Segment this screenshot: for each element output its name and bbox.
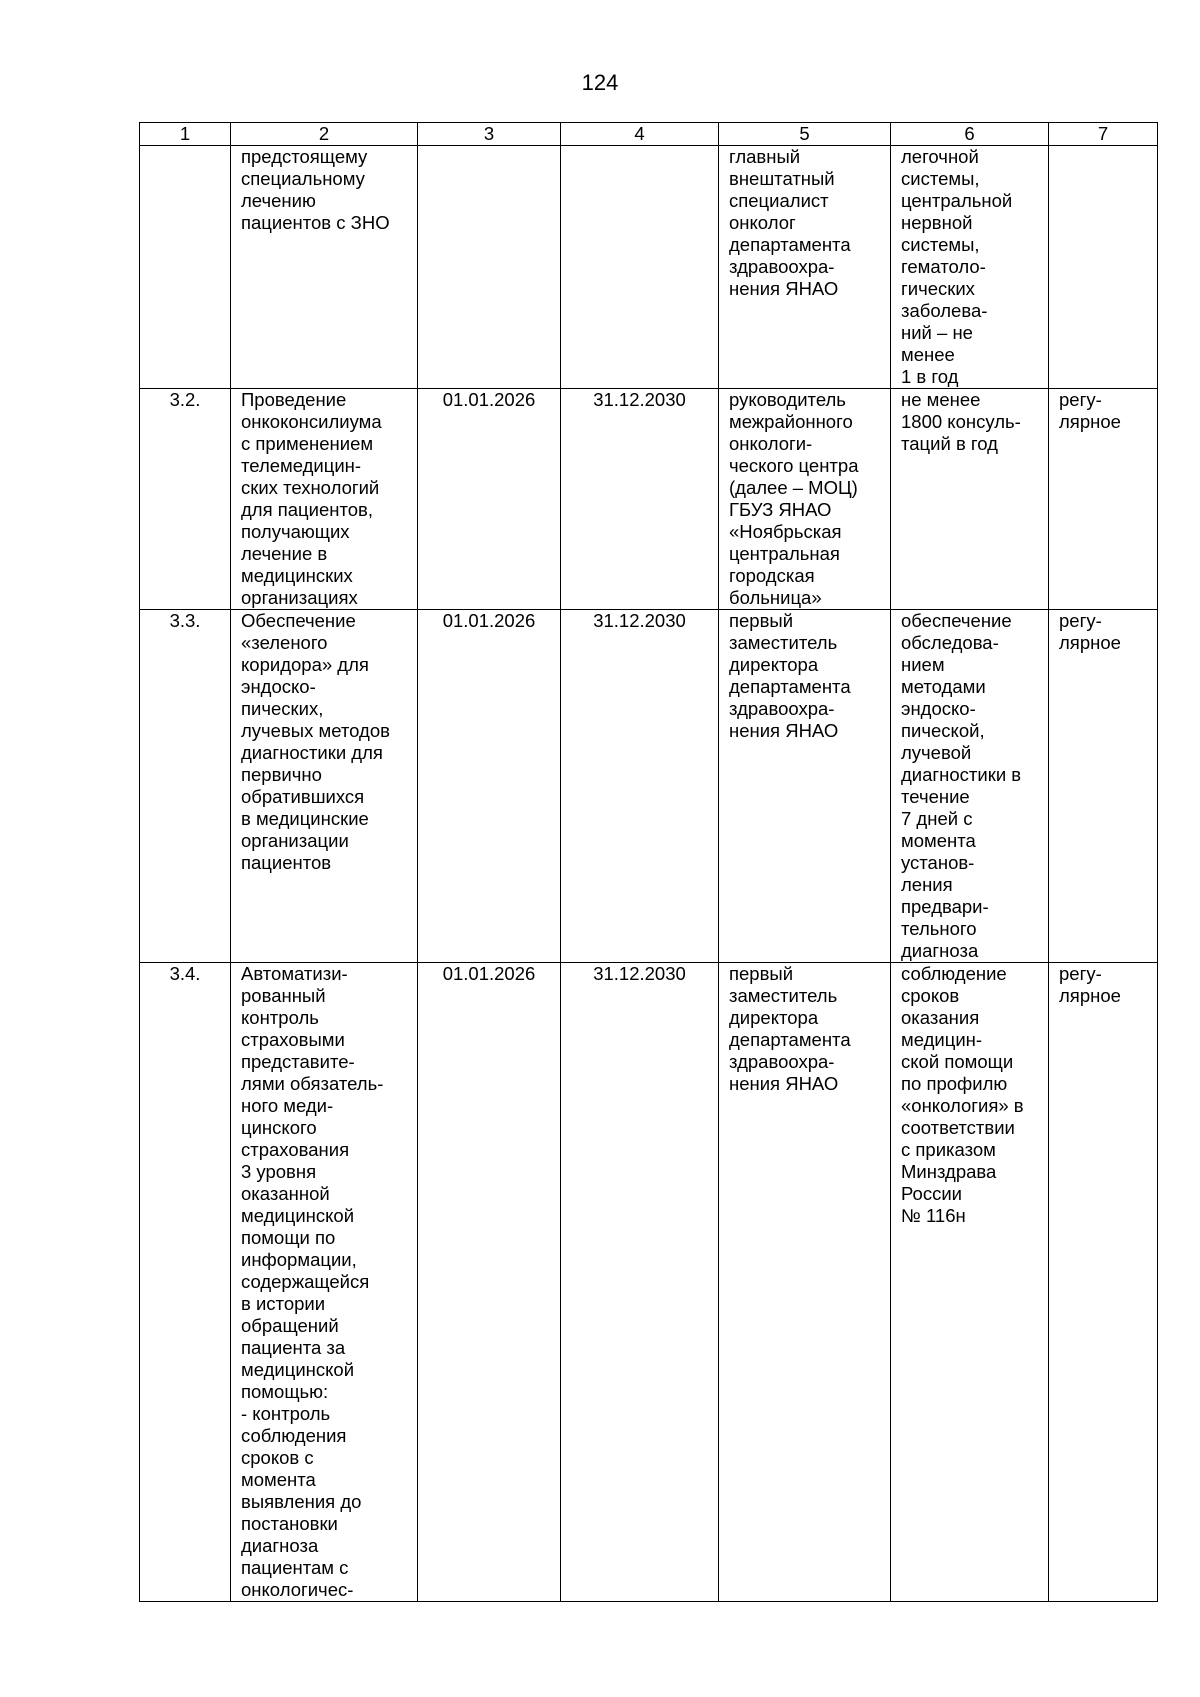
measure-cell: предстоящему специальному лечению пациентов с ЗНО	[231, 146, 418, 389]
start-date-cell: 01.01.2026	[418, 963, 561, 1602]
column-header: 7	[1049, 123, 1158, 146]
end-date-cell: 31.12.2030	[561, 610, 719, 963]
start-date-cell: 01.01.2026	[418, 610, 561, 963]
column-header: 2	[231, 123, 418, 146]
page-number: 124	[581, 70, 619, 95]
row-number-cell: 3.3.	[140, 610, 231, 963]
type-cell: регу- лярное	[1049, 610, 1158, 963]
column-header: 3	[418, 123, 561, 146]
result-cell: обеспечение обследова- нием методами эндоско- пической, лучевой диагностики в течение 7 дней с момента установ- ления предвари- тельного диагноза	[891, 610, 1049, 963]
measure-cell: Обеспечение «зеленого коридора» для эндоско- пических, лучевых методов диагностики для первично обратившихся в медицинские организации пациентов	[231, 610, 418, 963]
row-number-cell	[140, 146, 231, 389]
measures-table	[139, 122, 1158, 1602]
table-row	[140, 146, 1158, 389]
type-cell: регу- лярное	[1049, 389, 1158, 610]
row-number-cell: 3.4.	[140, 963, 231, 1602]
responsible-cell: главный внештатный специалист онколог департамента здравоохра- нения ЯНАО	[719, 146, 891, 389]
end-date-cell	[561, 146, 719, 389]
row-number-cell: 3.2.	[140, 389, 231, 610]
start-date-cell: 01.01.2026	[418, 389, 561, 610]
table-row	[140, 963, 1158, 1602]
table-row	[140, 610, 1158, 963]
measure-cell: Проведение онкоконсилиума с применением телемедицин- ских технологий для пациентов, получающих лечение в медицинских организациях	[231, 389, 418, 610]
table-row	[140, 389, 1158, 610]
responsible-cell: руководитель межрайонного онкологи- ческого центра (далее – МОЦ) ГБУЗ ЯНАО «Ноябрьская центральная городская больница»	[719, 389, 891, 610]
responsible-cell: первый заместитель директора департамента здравоохра- нения ЯНАО	[719, 963, 891, 1602]
end-date-cell: 31.12.2030	[561, 389, 719, 610]
responsible-cell: первый заместитель директора департамента здравоохра- нения ЯНАО	[719, 610, 891, 963]
type-cell: регу- лярное	[1049, 963, 1158, 1602]
measure-cell: Автоматизи- рованный контроль страховыми представите- лями обязатель- ного меди- цинского страхования 3 уровня оказанной медицинской помощи по информации, содержащейся в истории обращений пациента за медицинской помощью: - контроль соблюдения сроков с момента выявления до постановки диагноза пациентам с онкологичес-	[231, 963, 418, 1602]
result-cell: легочной системы, центральной нервной системы, гематоло- гических заболева- ний – не менее 1 в год	[891, 146, 1049, 389]
end-date-cell: 31.12.2030	[561, 963, 719, 1602]
type-cell	[1049, 146, 1158, 389]
column-header: 1	[140, 123, 231, 146]
column-header: 5	[719, 123, 891, 146]
column-header: 4	[561, 123, 719, 146]
result-cell: не менее 1800 консуль- таций в год	[891, 389, 1049, 610]
start-date-cell	[418, 146, 561, 389]
result-cell: соблюдение сроков оказания медицин- ской помощи по профилю «онкология» в соответствии с приказом Минздрава России № 116н	[891, 963, 1049, 1602]
column-header: 6	[891, 123, 1049, 146]
table-header-row	[140, 123, 1158, 146]
